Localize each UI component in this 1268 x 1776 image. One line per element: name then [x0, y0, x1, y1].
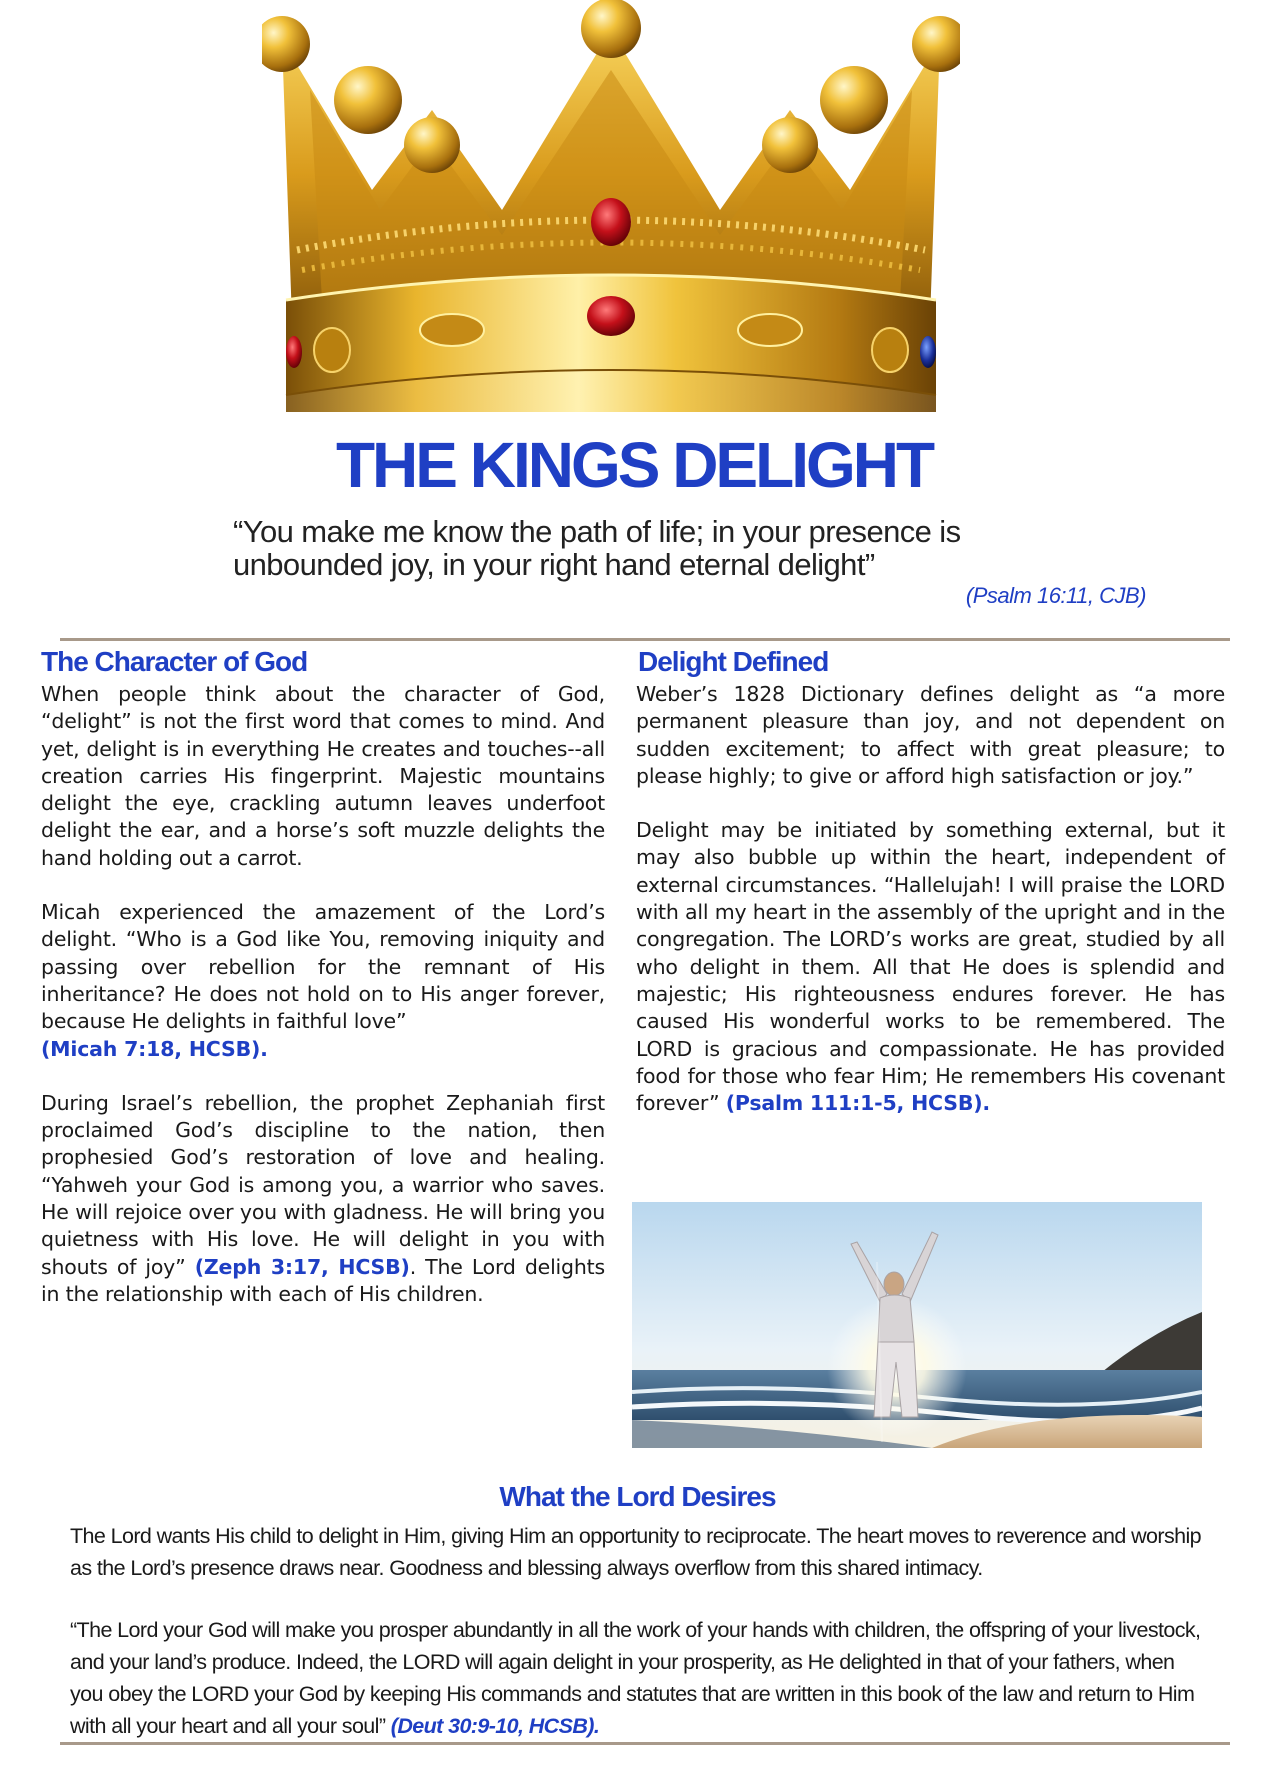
micah-citation: (Micah 7:18, HCSB). [41, 1036, 268, 1061]
bottom-divider [60, 1742, 1230, 1745]
left-column [41, 645, 605, 1335]
section-heading-lord-desires: What the Lord Desires [499, 1481, 776, 1512]
right-column [636, 645, 1225, 1144]
crown-image [262, 0, 960, 412]
epigraph-reference: (Psalm 16:11, CJB) [965, 583, 1146, 608]
what-the-lord-desires-section [70, 1480, 1205, 1772]
section-heading-character: The Character of God [41, 646, 308, 677]
psalm-citation: (Psalm 111:1-5, HCSB). [725, 1091, 991, 1116]
zephaniah-citation: (Zeph 3:17, HCSB) [194, 1254, 410, 1279]
epigraph-line-1: “You make me know the path of life; in your presence is [233, 514, 961, 549]
section-heading-delight-defined: Delight Defined [638, 646, 829, 677]
desires-paragraph-2 [70, 1614, 1205, 1742]
character-paragraph-3 [41, 1090, 605, 1308]
beach-photo [632, 1202, 1202, 1448]
character-paragraph-1: When people think about the character of God, “delight” is not the first word that comes to mind. And yet, delight is in everything He creates and touches--all creation carries His fingerprint. Majestic mountains delight the eye, crackling autumn leaves underfoot delight the ear, and a horse’s soft muzzle delights the hand holding out a carrot. [41, 682, 605, 870]
psalm-paragraph [636, 817, 1225, 1117]
desires-paragraph-1: The Lord wants His child to delight in Him, giving Him an opportunity to reciprocate. The heart moves to reverence and worship as the Lord’s presence draws near. Goodness and blessing always overflow from this shared intimacy. [70, 1524, 1201, 1580]
deuteronomy-quote: “The Lord your God will make you prosper abundantly in all the work of your hands with children, the offspring of your livestock, and your land’s produce. Indeed, the LORD will again delight in your prosperity, as He delighted in that of your fathers, when you obey the LORD your God by keeping His commands and statutes that are written in this book of the law and return to Him with all your heart and all your soul” [70, 1618, 1201, 1738]
zephaniah-text: During Israel’s rebellion, the prophet Zephaniah first proclaimed God’s discipline to the nation, then prophesied God’s restoration of love and healing. “Yahweh your God is among you, a warrior who saves. He will rejoice over you with gladness. He will bring you quietness with His love. He will delight in you with shouts of joy” [41, 1090, 605, 1279]
definition-paragraph: Weber’s 1828 Dictionary defines delight as “a more permanent pleasure than joy, and not dependent on sudden excitement; to affect with great pleasure; to please highly; to give or afford high satisfaction or joy.” [636, 682, 1225, 788]
psalm-quote: Delight may be initiated by something external, but it may also bubble up within the heart, independent of external circumstances. “Hallelujah! I will praise the LORD with all my heart in the assembly of the upright and in the congregation. The LORD’s works are great, studied by all who delight in them. All that He does is splendid and majestic; His righteousness endures forever. He has caused His wonderful works to be remembered. The LORD is gracious and compassionate. He has provided food for those who fear Him; He remembers His covenant forever” [636, 818, 1225, 1116]
epigraph-quote [233, 514, 1146, 608]
epigraph-line-2: unbounded joy, in your right hand eternal delight” [233, 547, 875, 582]
page-title: THE KINGS DELIGHT [335, 429, 933, 501]
top-divider [60, 638, 1230, 641]
character-paragraph-2 [41, 899, 605, 1063]
deuteronomy-citation: (Deut 30:9-10, HCSB). [390, 1714, 600, 1738]
micah-quote: Micah experienced the amazement of the Lord’s delight. “Who is a God like You, removing iniquity and passing over rebellion for the remnant of His inheritance? He does not hold on to His anger forever, because He delights in faithful love” [41, 900, 605, 1034]
zephaniah-closing: . The Lord delights in the relationship with each of His children. [41, 1254, 605, 1306]
